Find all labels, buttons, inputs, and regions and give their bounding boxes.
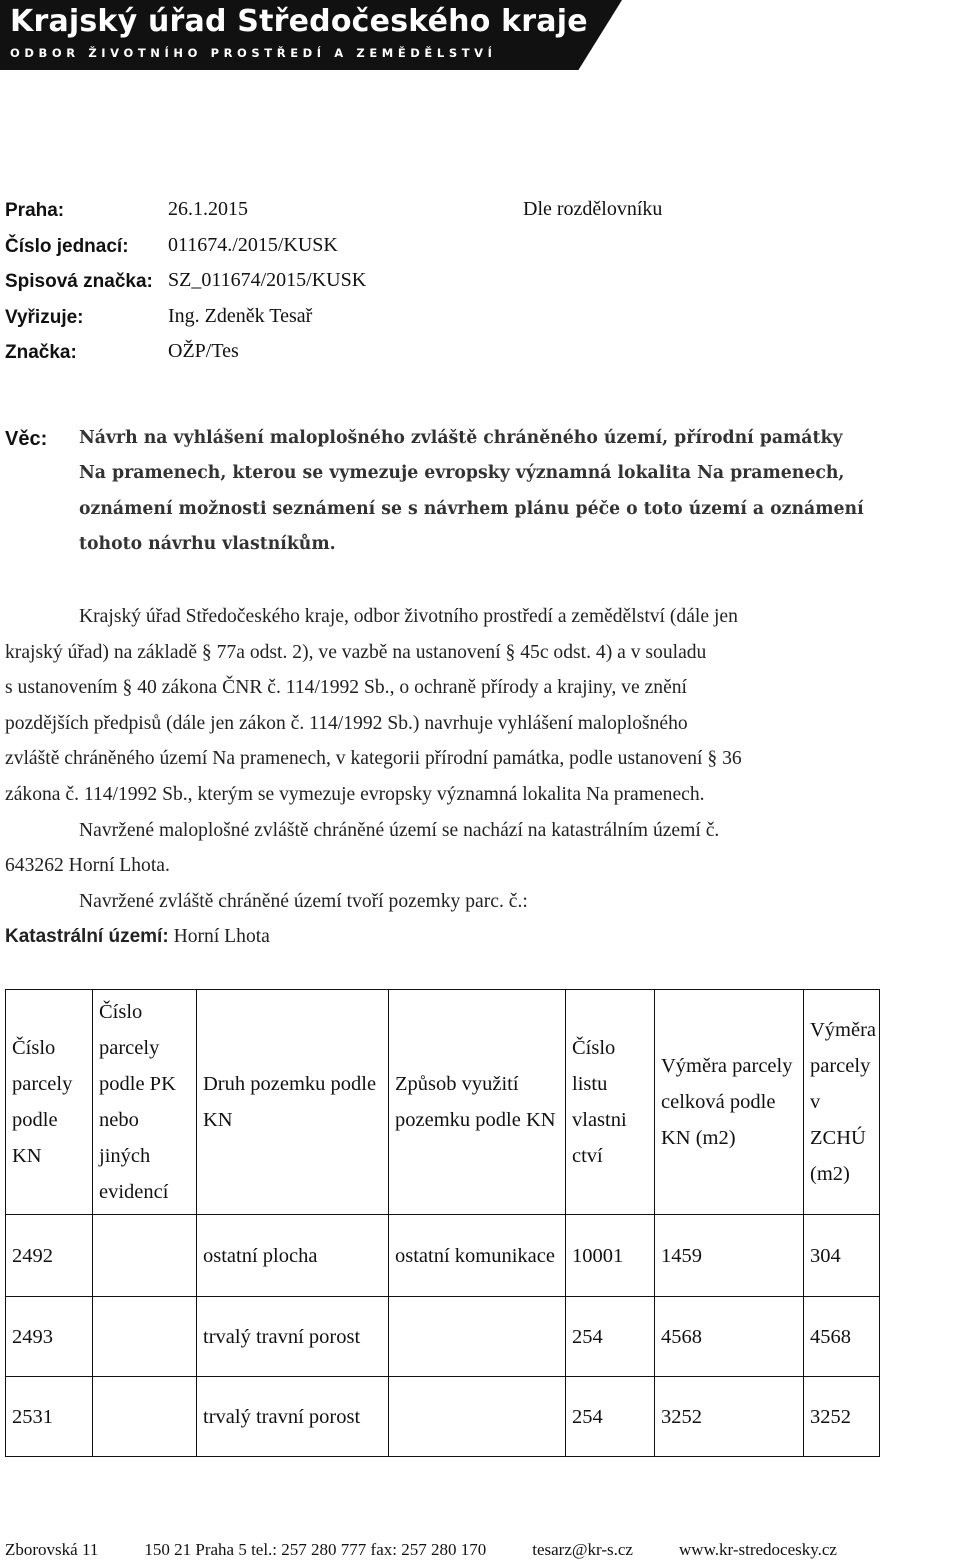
cell-pk — [93, 1215, 197, 1297]
body-line: Navržené zvláště chráněné území tvoří pozemky parc. č.: — [79, 890, 528, 912]
meta-value: Ing. Zdeněk Tesař — [168, 304, 313, 327]
department-title: ODBOR ŽIVOTNÍHO PROSTŘEDÍ A ZEMĚDĚLSTVÍ — [10, 46, 497, 60]
body-line: pozdějších předpisů (dále jen zákon č. 114/1992 Sb.) navrhuje vyhlášení maloplošného — [5, 712, 688, 734]
table-header-cell: Výměra parcely celková podle KN (m2) — [655, 990, 804, 1215]
meta-label: Spisová značka: — [5, 271, 153, 292]
meta-value: 011674./2015/KUSK — [168, 233, 338, 256]
cell-celkova: 1459 — [655, 1215, 804, 1297]
cadastral-value: Horní Lhota — [173, 926, 270, 948]
subject-line: Na pramenech, kterou se vymezuje evropsky významná lokalita Na pramenech, — [79, 463, 845, 484]
cell-kn: 2492 — [6, 1215, 93, 1297]
table-header-cell: Způsob využití pozemku podle KN — [389, 990, 566, 1215]
table-row — [6, 1297, 880, 1377]
recipient: Dle rozdělovníku — [523, 198, 663, 220]
cell-vyuziti — [389, 1297, 566, 1377]
cell-pk — [93, 1377, 197, 1457]
meta-value: 26.1.2015 — [168, 198, 248, 220]
office-title: Krajský úřad Středočeského kraje — [10, 4, 588, 39]
parcel-table — [5, 989, 880, 1457]
table-header-cell: Číslo listu vlastni ctví — [566, 990, 655, 1215]
cell-zchu: 304 — [804, 1215, 880, 1297]
cell-lv: 254 — [566, 1377, 655, 1457]
cell-lv: 10001 — [566, 1215, 655, 1297]
table-header-row — [6, 990, 880, 1215]
cell-druh: trvalý travní porost — [197, 1377, 389, 1457]
cadastral-label: Katastrální území: — [5, 926, 169, 948]
footer-street: Zborovská 11 — [5, 1540, 99, 1559]
cell-lv: 254 — [566, 1297, 655, 1377]
table-header-cell: Číslo parcely podle KN — [6, 990, 93, 1215]
subject-label: Věc: — [5, 428, 48, 450]
meta-label: Vyřizuje: — [5, 306, 84, 328]
body-line: 643262 Horní Lhota. — [5, 855, 170, 877]
body-line: Krajský úřad Středočeského kraje, odbor životního prostředí a zemědělství (dále jen — [79, 606, 738, 627]
meta-label: Číslo jednací: — [5, 235, 129, 257]
cell-druh: ostatní plocha — [197, 1215, 389, 1297]
body-line: s ustanovením § 40 zákona ČNR č. 114/1992 Sb., o ochraně přírody a krajiny, ve znění — [5, 677, 688, 699]
letter-body — [5, 606, 880, 962]
table-header-cell: Číslo parcely podle PK nebo jiných evidencí — [93, 990, 197, 1215]
cell-vyuziti — [389, 1377, 566, 1457]
letter-footer — [5, 1540, 837, 1560]
cell-zchu: 3252 — [804, 1377, 880, 1457]
meta-label: Praha: — [5, 200, 65, 221]
table-header-cell: Výměra parcely v ZCHÚ (m2) — [804, 990, 880, 1215]
footer-web[interactable]: www.kr-stredocesky.cz — [679, 1540, 837, 1559]
subject-line: oznámení možnosti seznámení se s návrhem plánu péče o toto území a oznámení — [79, 498, 864, 519]
body-line: zvláště chráněného území Na pramenech, v kategorii přírodní památka, podle ustanovení § 36 — [5, 748, 742, 770]
table-row — [6, 1377, 880, 1457]
body-line: krajský úřad) na základě § 77a odst. 2), ve vazbě na ustanovení § 45c odst. 4) a v souladu — [5, 641, 707, 663]
meta-value: SZ_011674/2015/KUSK — [168, 269, 367, 291]
cell-pk — [93, 1297, 197, 1377]
cell-druh: trvalý travní porost — [197, 1297, 389, 1377]
body-line: Navržené maloplošné zvláště chráněné území se nachází na katastrálním území č. — [79, 819, 720, 841]
cell-kn: 2493 — [6, 1297, 93, 1377]
cell-kn: 2531 — [6, 1377, 93, 1457]
table-header-cell: Druh pozemku podle KN — [197, 990, 389, 1215]
cadastral-line — [5, 926, 880, 962]
body-line: zákona č. 114/1992 Sb., kterým se vymezuje evropsky významná lokalita Na pramenech. — [5, 783, 705, 805]
meta-value: OŽP/Tes — [168, 340, 239, 362]
cell-celkova: 4568 — [655, 1297, 804, 1377]
cell-zchu: 4568 — [804, 1297, 880, 1377]
subject-line: Návrh na vyhlášení maloplošného zvláště chráněného území, přírodní památky — [79, 428, 843, 448]
meta-label: Značka: — [5, 342, 77, 363]
cell-vyuziti: ostatní komunikace — [389, 1215, 566, 1297]
cell-celkova: 3252 — [655, 1377, 804, 1457]
subject-text — [79, 428, 864, 569]
footer-address: 150 21 Praha 5 tel.: 257 280 777 fax: 257 280 170 — [144, 1540, 487, 1559]
footer-email[interactable]: tesarz@kr-s.cz — [532, 1540, 633, 1559]
subject-line: tohoto návrhu vlastníkům. — [79, 533, 336, 554]
table-row — [6, 1215, 880, 1297]
